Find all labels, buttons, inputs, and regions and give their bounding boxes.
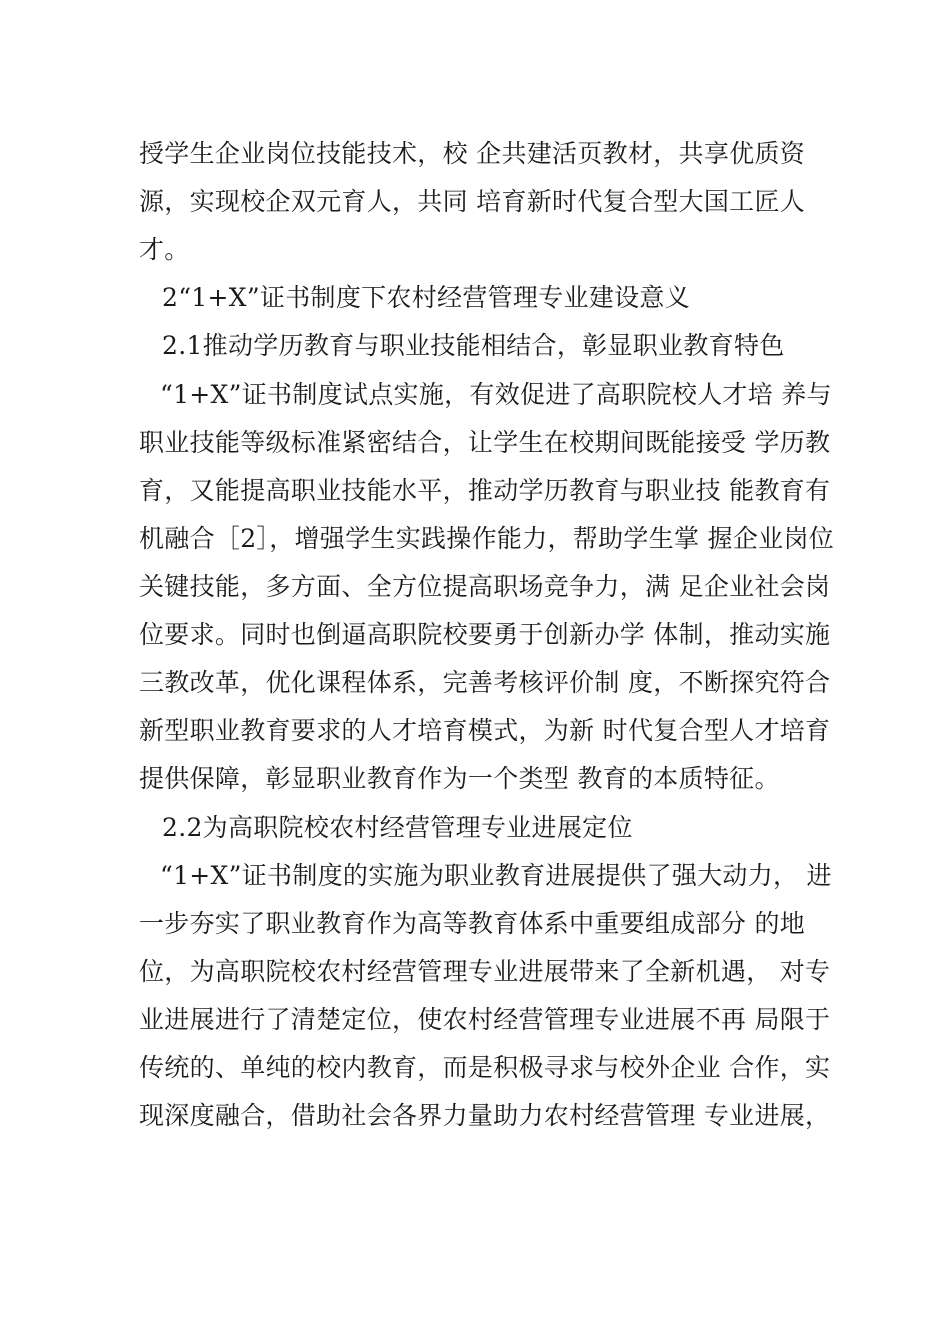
text-line: 提供保障，彰显职业教育作为一个类型 教育的本质特征。 <box>139 764 780 793</box>
text-line: “1+X”证书制度的实施为职业教育进展提供了强大动力， 进 <box>160 861 832 890</box>
text-line: 现深度融合，借助社会各界力量助力农村经营管理 专业进展， <box>139 1101 831 1130</box>
text-line: 授学生企业岗位技能技术，校 企共建活页教材，共享优质资 <box>139 139 806 168</box>
text-line: 位，为高职院校农村经营管理专业进展带来了全新机遇， 对专 <box>139 957 831 986</box>
text-line: 一步夯实了职业教育作为高等教育体系中重要组成部分 的地 <box>139 909 806 938</box>
text-line: “1+X”证书制度试点实施，有效促进了高职院校人才培 养与 <box>160 380 832 409</box>
subsection-heading: 2.1推动学历教育与职业技能相结合，彰显职业教育特色 <box>162 331 785 360</box>
text-line: 传统的、单纯的校内教育，而是积极寻求与校外企业 合作，实 <box>139 1053 831 1082</box>
text-line: 业进展进行了清楚定位，使农村经营管理专业进展不再 局限于 <box>139 1005 831 1034</box>
text-line: 才。 <box>139 235 190 264</box>
subsection-heading: 2.2为高职院校农村经营管理专业进展定位 <box>162 813 633 842</box>
text-line: 新型职业教育要求的人才培育模式，为新 时代复合型人才培育 <box>139 716 831 745</box>
section-heading: 2“1+X”证书制度下农村经营管理专业建设意义 <box>162 283 691 312</box>
text-line: 机融合［2］，增强学生实践操作能力，帮助学生掌 握企业岗位 <box>139 524 835 553</box>
text-line: 关键技能，多方面、全方位提高职场竞争力，满 足企业社会岗 <box>139 572 831 601</box>
text-line: 育，又能提高职业技能水平，推动学历教育与职业技 能教育有 <box>139 476 831 505</box>
text-line: 三教改革，优化课程体系，完善考核评价制 度，不断探究符合 <box>139 668 831 697</box>
text-line: 位要求。同时也倒逼高职院校要勇于创新办学 体制，推动实施 <box>139 620 831 649</box>
text-line: 职业技能等级标准紧密结合，让学生在校期间既能接受 学历教 <box>139 428 831 457</box>
text-line: 源，实现校企双元育人，共同 培育新时代复合型大国工匠人 <box>139 187 806 216</box>
